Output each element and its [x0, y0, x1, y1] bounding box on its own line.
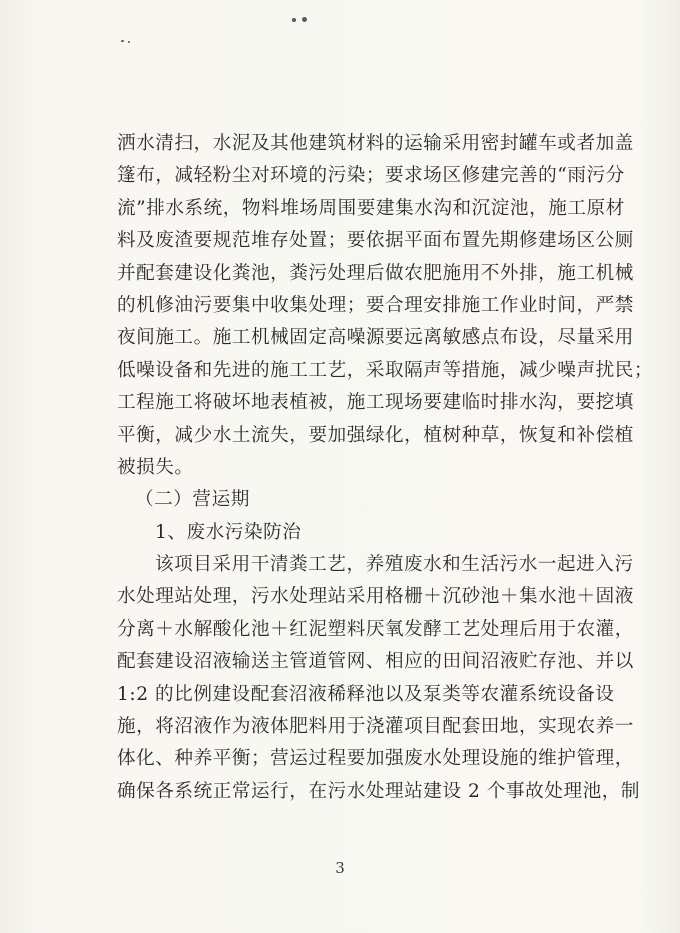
text-line: 夜间施工。施工机械固定高噪源要远离敏感点布设，尽量采用: [117, 327, 634, 349]
text-line: 水处理站处理，污水处理站采用格栅＋沉砂池＋集水池＋固液: [117, 586, 634, 608]
text-line: 的机修油污要集中收集处理；要合理安排施工作业时间，严禁: [117, 294, 634, 316]
scan-speck: [302, 17, 307, 22]
text-line: 流”排水系统，物料堆场周围要建集水沟和沉淀池，施工原材: [117, 197, 625, 219]
text-line: 1:2 的比例建设配套沼液稀释池以及泵类等农灌系统设备设: [117, 683, 615, 705]
section-heading: （二）营运期: [135, 489, 250, 511]
text-line: 该项目采用干清粪工艺，养殖废水和生活污水一起进入污: [155, 554, 634, 576]
page-number: 3: [335, 859, 345, 877]
body-text: [117, 128, 654, 808]
text-line: 低噪设备和先进的施工工艺，采取隔声等措施，减少噪声扰民；: [117, 359, 654, 381]
text-line: 被损失。: [117, 456, 194, 478]
text-line: 体化、种养平衡；营运过程要加强废水处理设施的维护管理，: [117, 748, 634, 770]
text-line: 工程施工将破坏地表植被，施工现场要建临时排水沟，要挖填: [117, 392, 634, 414]
text-line: 料及废渣要规范堆存处置；要依据平面布置先期修建场区公厕: [117, 230, 634, 252]
text-line: 分离＋水解酸化池＋红泥塑料厌氧发酵工艺处理后用于农灌，: [117, 618, 634, 640]
scan-speck: [128, 41, 130, 43]
subsection-heading: 1、废水污染防治: [155, 521, 302, 543]
scan-speck: [121, 40, 124, 42]
text-line: 篷布，减轻粉尘对环境的污染；要求场区修建完善的“雨污分: [117, 165, 625, 187]
text-line: 配套建设沼液输送主管道管网、相应的田间沼液贮存池、并以: [117, 651, 634, 673]
text-line: 洒水清扫，水泥及其他建筑材料的运输采用密封罐车或者加盖: [117, 133, 634, 154]
scan-speck: [292, 18, 296, 22]
text-line: 确保各系统正常运行，在污水处理站建设 2 个事故处理池，制: [117, 780, 641, 802]
text-line: 施，将沼液作为液体肥料用于浇灌项目配套田地，实现农养一: [117, 716, 634, 738]
text-line: 平衡，减少水土流失，要加强绿化，植树种草，恢复和补偿植: [117, 424, 634, 446]
text-line: 并配套建设化粪池，粪污处理后做农肥施用不外排，施工机械: [117, 262, 634, 284]
